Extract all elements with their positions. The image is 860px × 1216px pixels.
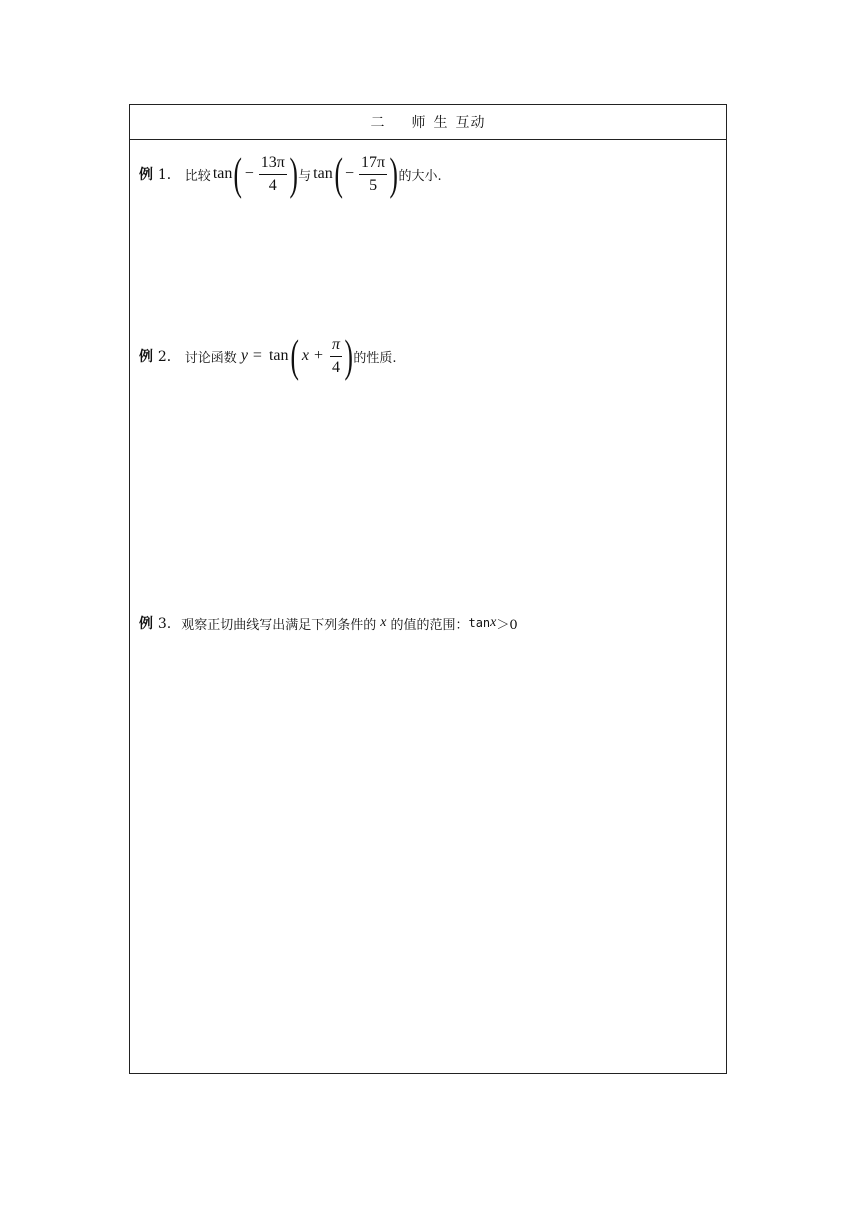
section-header [130,105,726,140]
example-1-intro: 比较 [184,168,211,184]
example-1-label: 例 1． [139,167,181,183]
worksheet-table [129,104,727,1074]
example-3-intro: 观察正切曲线写出满足下列条件的 [181,617,377,633]
variable-x: x [301,347,309,364]
tan-function-2: tan [313,165,333,182]
example-2-label: 例 2． [139,349,181,365]
right-paren-icon: ) [344,330,353,381]
fraction-17pi-over-5 [359,153,387,194]
condition-rest: ＞0 [496,617,518,633]
fraction-13pi-over-4 [259,153,287,194]
fraction-numerator: 17π [359,153,387,174]
left-paren-icon: ( [289,330,299,381]
right-paren-icon: ) [389,148,399,199]
example-3-middle: 的值的范围： [390,617,469,633]
example-3 [139,613,518,633]
left-paren-icon: ( [334,148,343,199]
left-paren-icon: ( [233,148,243,199]
fraction-numerator: 13π [259,153,287,174]
variable-x: x [380,615,387,630]
example-1-outro: 的大小. [398,168,442,184]
minus-sign: − [345,165,355,182]
minus-sign: − [244,165,254,182]
condition-variable-x: x [490,615,497,630]
plus-sign: + [313,347,323,364]
condition-tan: tan [468,616,491,630]
section-number: 二 [370,115,386,131]
connector-text: 与 [298,168,312,184]
tan-function-1: tan [212,165,233,182]
section-title-spaced: 师生 [411,115,456,131]
example-2-intro: 讨论函数 [184,350,237,366]
example-3-label: 例 3. [139,616,172,632]
fraction-denominator: 4 [268,176,277,194]
equals-sign: = [252,347,262,364]
example-1 [139,148,442,199]
variable-y: y [240,347,248,364]
section-title-rest: 互动 [455,115,486,131]
fraction-denominator: 4 [331,358,340,376]
example-2-outro: 的性质. [353,350,397,366]
right-paren-icon: ) [289,148,298,199]
example-2 [139,330,397,381]
fraction-numerator: π [330,335,342,356]
tan-function: tan [268,347,289,364]
fraction-pi-over-4 [330,335,342,376]
fraction-denominator: 5 [369,176,378,194]
